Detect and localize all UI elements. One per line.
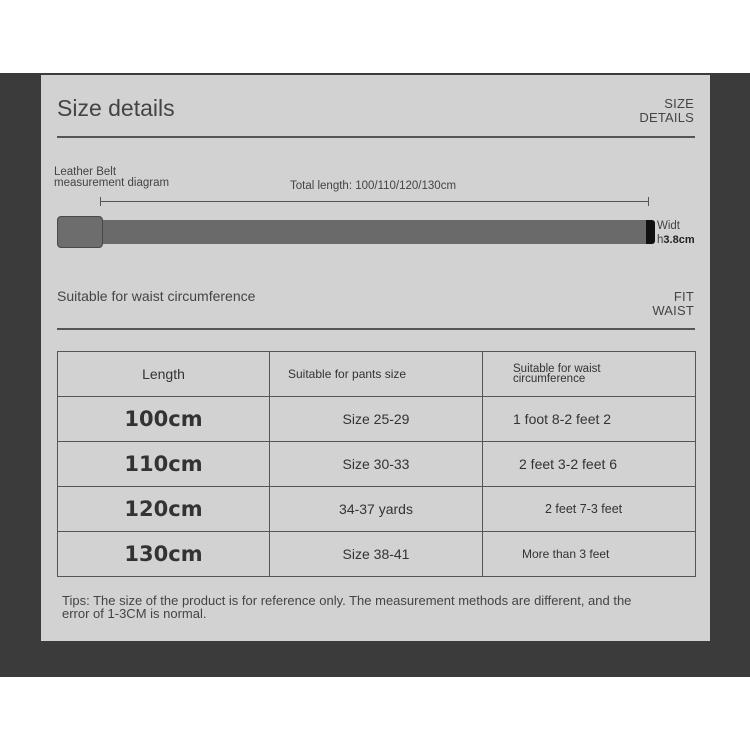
row-length: 100cm xyxy=(58,397,270,442)
fit-waist-corner-label: FIT WAIST xyxy=(652,289,694,318)
tips-note: Tips: The size of the product is for reference only. The measurement methods are different, and the error of 1-3CM is normal. xyxy=(62,593,632,621)
fit-divider xyxy=(57,328,695,330)
size-table xyxy=(57,351,696,577)
table-row xyxy=(58,442,696,487)
belt-buckle xyxy=(57,216,103,248)
row-pants-size: Size 30-33 xyxy=(270,442,483,487)
page-title: Size details xyxy=(57,95,175,121)
fit-section-title: Suitable for waist circumference xyxy=(57,288,256,304)
table-row xyxy=(58,487,696,532)
size-details-corner-label: SIZE DETAILS xyxy=(639,96,694,125)
total-length-label: Total length: 100/110/120/130cm xyxy=(290,180,457,192)
row-waist: 2 feet 3-2 feet 6 xyxy=(483,442,696,487)
row-waist: 2 feet 7-3 feet xyxy=(483,487,696,532)
dimension-tick-right xyxy=(648,197,649,206)
dimension-tick-left xyxy=(100,197,101,206)
row-length: 120cm xyxy=(58,487,270,532)
row-pants-size: 34-37 yards xyxy=(270,487,483,532)
row-length: 130cm xyxy=(58,532,270,577)
length-dimension-line xyxy=(100,201,649,202)
header-length: Length xyxy=(58,352,270,397)
header-waist: Suitable for waist circumference xyxy=(483,352,696,397)
diagram-caption: Leather Belt measurement diagram xyxy=(54,166,170,189)
table-header-row xyxy=(58,352,696,397)
row-length: 110cm xyxy=(58,442,270,487)
row-waist: More than 3 feet xyxy=(483,532,696,577)
belt-tip xyxy=(646,220,655,244)
table-row xyxy=(58,532,696,577)
row-pants-size: Size 38-41 xyxy=(270,532,483,577)
belt-strap xyxy=(100,220,650,244)
belt-width-label: Widt h3.8cm xyxy=(657,220,695,246)
row-waist: 1 foot 8-2 feet 2 xyxy=(483,397,696,442)
row-pants-size: Size 25-29 xyxy=(270,397,483,442)
header-pants-size: Suitable for pants size xyxy=(270,352,483,397)
table-row xyxy=(58,397,696,442)
title-divider xyxy=(57,136,695,138)
